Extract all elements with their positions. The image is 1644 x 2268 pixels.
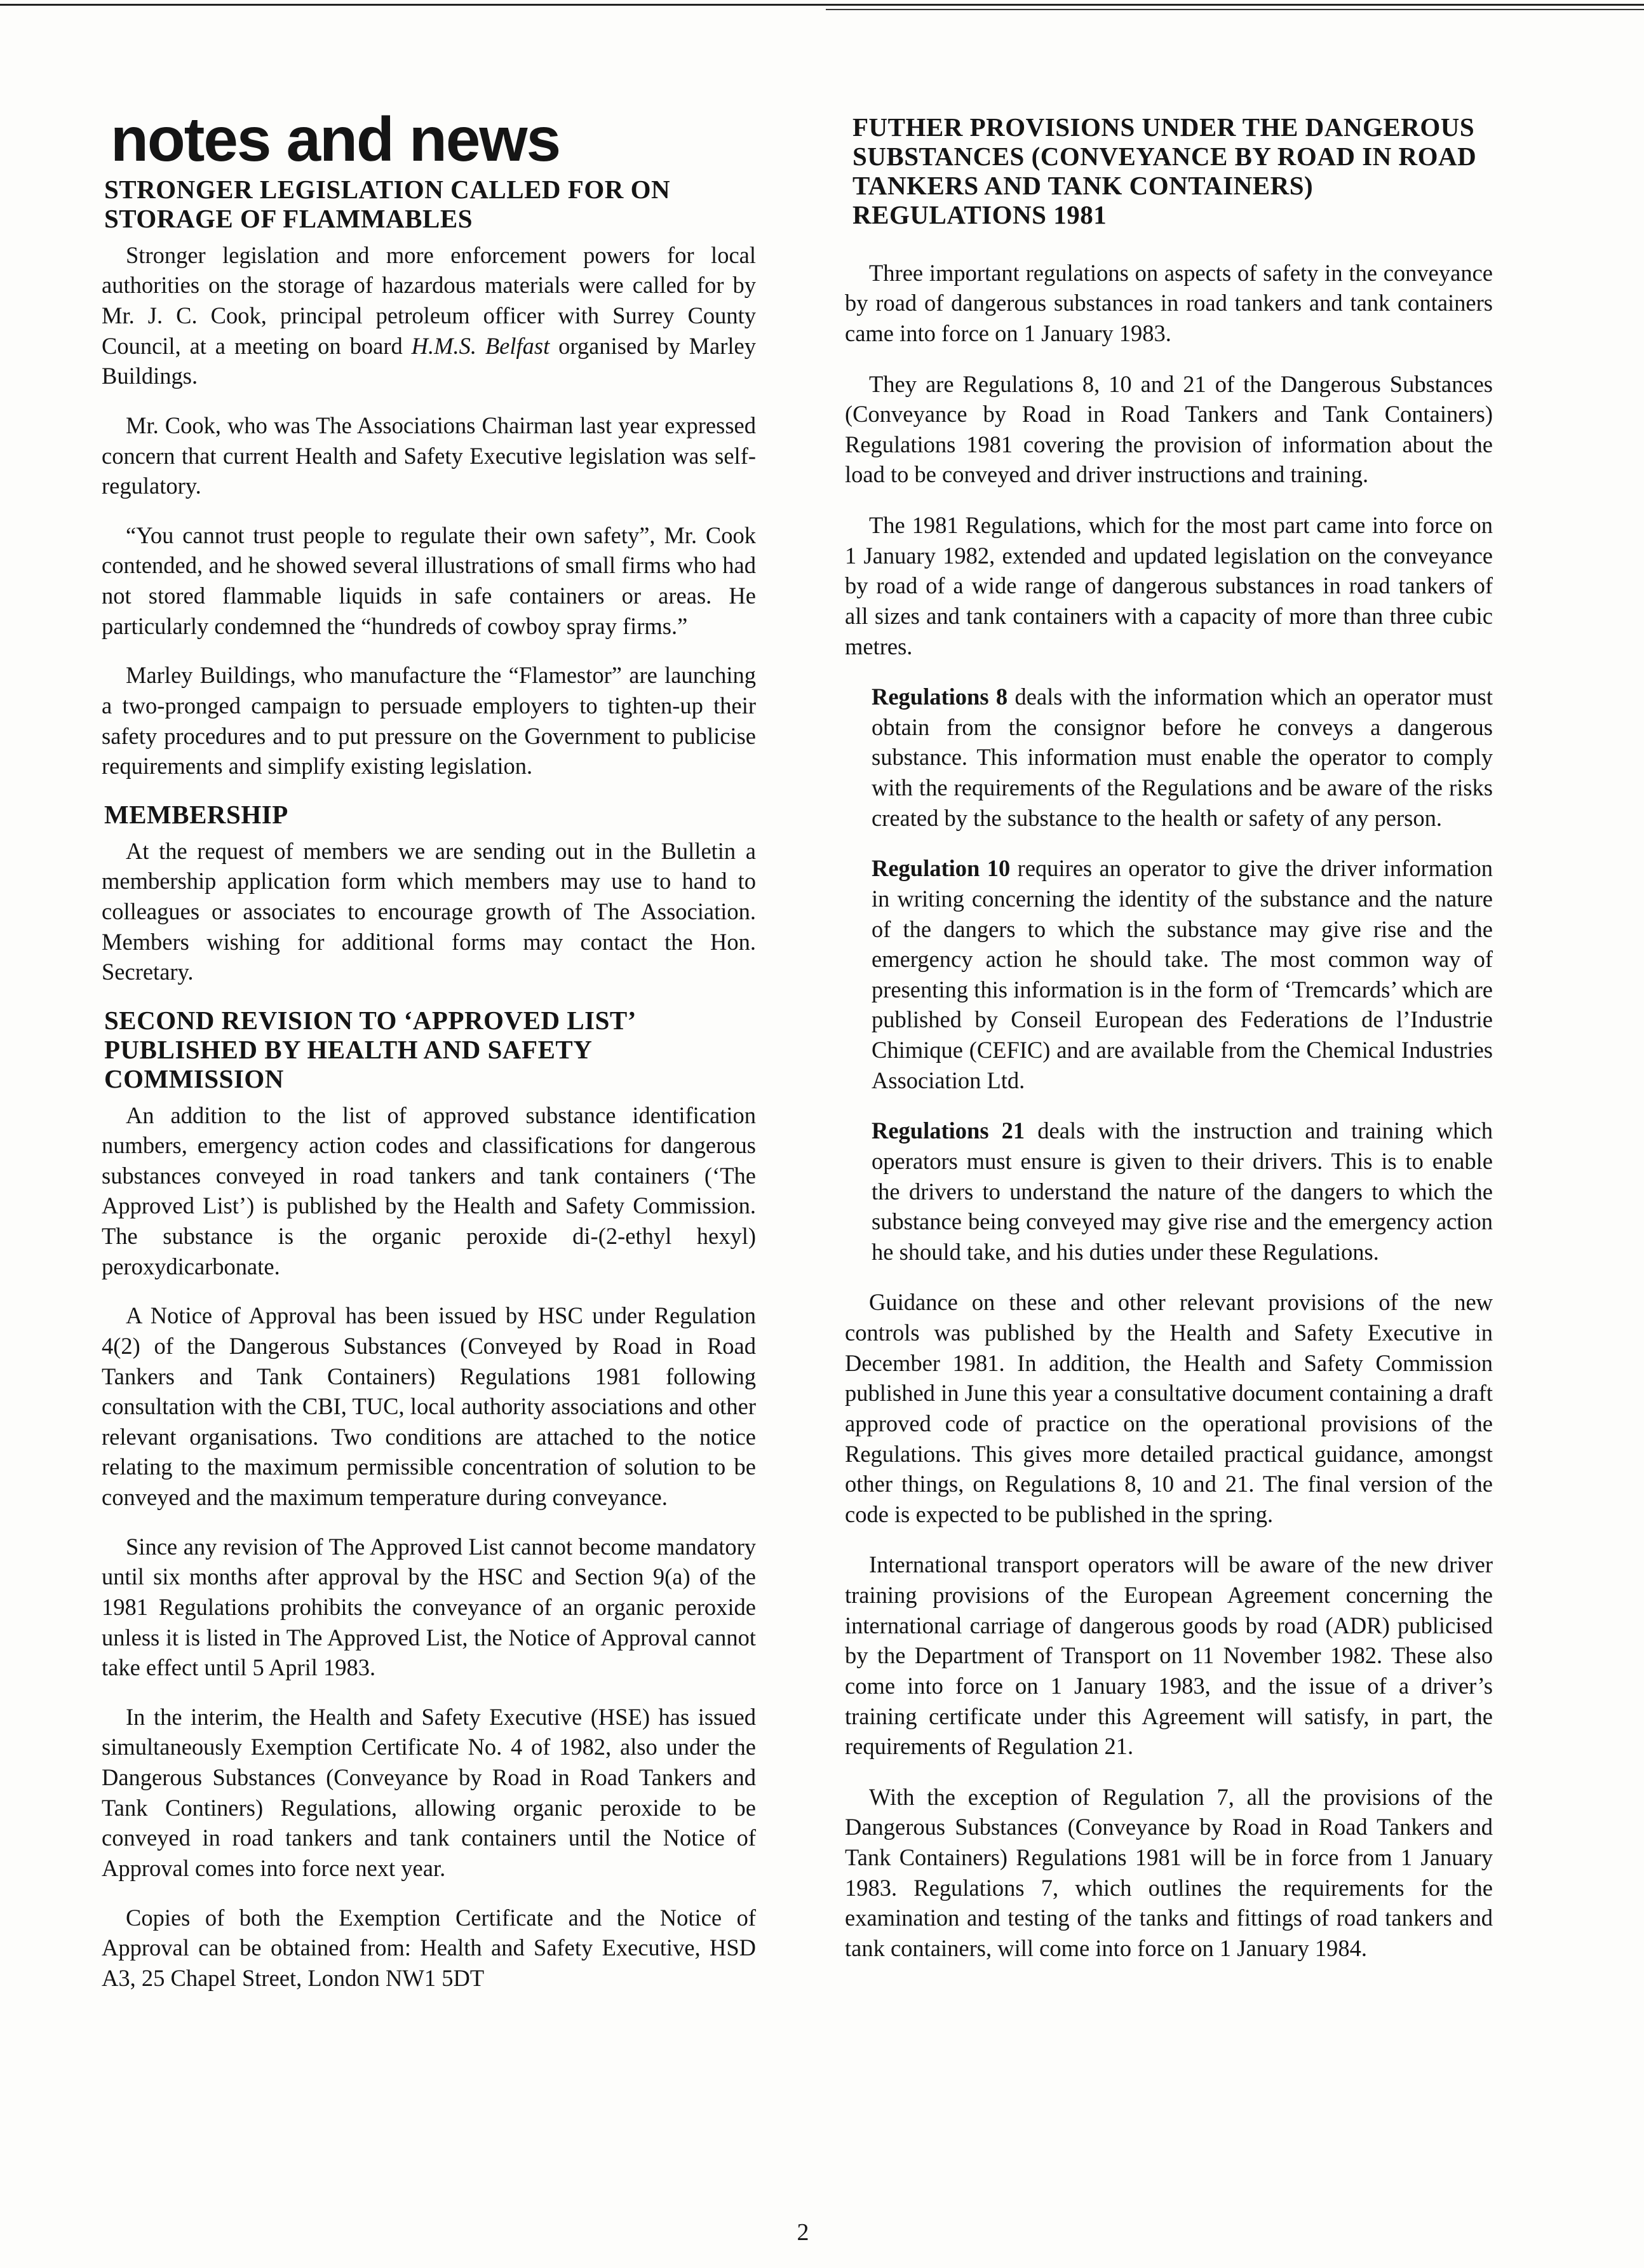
top-rule-secondary bbox=[826, 9, 1644, 10]
heading-further-provisions: FUTHER PROVISIONS UNDER THE DANGEROUS SUBSTANCES (CONVEYANCE BY ROAD IN ROAD TANKERS AND TANK CONTAINERS) REGULATIONS 1981 bbox=[852, 112, 1477, 229]
paragraph: “You cannot trust people to regulate their own safety”, Mr. Cook contended, and he showed several illustrations of small firms who had not stored flammable liquids in safe containers or areas. He particularly condemned the “hundreds of cowboy spray firms.” bbox=[102, 522, 756, 639]
paragraph: Copies of both the Exemption Certificate and the Notice of Approval can be obtained from: Health and Safety Executive, HSD A3, 25 Chapel Street, London NW1 5DT bbox=[102, 1904, 756, 1991]
paragraph: Mr. Cook, who was The Associations Chairman last year expressed concern that current Health and Safety Executive legislation was self-regulatory. bbox=[102, 412, 756, 499]
paragraph: International transport operators will be aware of the new driver training provisions of the European Agreement concerning the international carriage of dangerous goods by road (ADR) publicised by the Department of Transport on 11 November 1982. These also come into force on 1 January 1983, and the issue of a driver’s training certificate under this Agreement will satisfy, in part, the requirements of Regulation 21. bbox=[845, 1551, 1493, 1760]
paragraph: At the request of members we are sending out in the Bulletin a membership application form which members may use to hand to colleagues or associates to encourage growth of The Association. Members wishing for additional forms may contact the Hon. Secretary. bbox=[102, 837, 756, 985]
paragraph: Marley Buildings, who manufacture the “Flamestor” are launching a two-pronged campaign to persuade employers to tighten-up their safety procedures and to put pressure on the Government to publicise requirements and simplify existing legislation. bbox=[102, 662, 756, 780]
regulation-21-paragraph: Regulations 21 deals with the instruction and training which operators must ensure is given to their drivers. This is to enable the drivers to understand the nature of the dangers to which the substance being conveyed may give rise and the emergency action he should take, and his duties under these Regulations. bbox=[872, 1117, 1493, 1265]
paragraph: With the exception of Regulation 7, all the provisions of the Dangerous Substances (Conveyance by Road in Road Tankers and Tank Containers) Regulations 1981 will be in force from 1 January 1983. Regulations 7, which outlines the requirements for the examination and testing of the tanks and fittings of road tankers and tank containers, will come into force on 1 January 1984. bbox=[845, 1783, 1493, 1961]
paragraph: They are Regulations 8, 10 and 21 of the Dangerous Substances (Conveyance by Road in Road Tankers and Tank Containers) Regulations 1981 covering the provision of information about the load to be conveyed and driver instructions and training. bbox=[845, 370, 1493, 488]
masthead-title: notes and news bbox=[111, 104, 560, 174]
left-column bbox=[102, 104, 756, 2012]
paragraph: Stronger legislation and more enforcement powers for local authorities on the storage of hazardous materials were called for by Mr. J. C. Cook, principal petroleum officer with Surrey County Council, at a meeting on board H.M.S. Belfast organised by Marley Buildings. bbox=[102, 241, 756, 389]
paragraph: The 1981 Regulations, which for the most part came into force on 1 January 1982, extended and updated legislation on the conveyance by road of a wide range of dangerous substances in road tankers of all sizes and tank containers with a capacity of more than three cubic metres. bbox=[845, 512, 1493, 659]
heading-membership: MEMBERSHIP bbox=[104, 799, 288, 829]
right-column bbox=[845, 113, 1493, 1984]
top-rule bbox=[0, 4, 1644, 6]
paragraph: A Notice of Approval has been issued by HSC under Regulation 4(2) of the Dangerous Substances (Conveyed by Road in Road Tankers and Tank Containers) Regulations 1981 following consultation with the CBI, TUC, local authority associations and other relevant organisations. Two conditions are attached to the notice relating to the maximum permissible concentration of solution to be conveyed and the maximum temperature during conveyance. bbox=[102, 1302, 756, 1511]
page-number: 2 bbox=[797, 2219, 809, 2246]
heading-approved-list: SECOND REVISION TO ‘APPROVED LIST’ PUBLISHED BY HEALTH AND SAFETY COMMISSION bbox=[104, 1005, 635, 1093]
heading-flammables: STRONGER LEGISLATION CALLED FOR ON STORAGE OF FLAMMABLES bbox=[104, 175, 671, 233]
paragraph: An addition to the list of approved substance identification numbers, emergency action codes and classifications for dangerous substances conveyed in road tankers and tank containers (‘The Approved List’) is published by the Health and Safety Commission. The substance is the organic peroxide di-(2-ethyl hexyl) peroxydicarbonate. bbox=[102, 1102, 756, 1279]
paragraph: Guidance on these and other relevant provisions of the new controls was published by the Health and Safety Executive in December 1981. In addition, the Health and Safety Commission published in June this year a consultative document containing a draft approved code of practice on the operational provisions of the Regulations. This gives more detailed practical guidance, amongst other things, on Regulations 8, 10 and 21. The final version of the code is expected to be published in the spring. bbox=[845, 1289, 1493, 1527]
paragraph: In the interim, the Health and Safety Executive (HSE) has issued simultaneously Exemption Certificate No. 4 of 1982, also under the Dangerous Substances (Conveyance by Road in Road Tankers and Tank Continers) Regulations, allowing organic peroxide to be conveyed in road tankers and tank containers until the Notice of Approval comes into force next year. bbox=[102, 1703, 756, 1881]
regulation-10-paragraph: Regulation 10 requires an operator to give the driver information in writing concerning the identity of the substance and the nature of the dangers to which the substance may give rise and the emergency action he should take. The most common way of presenting this information is in the form of ‘Tremcards’ which are published by Conseil European des Federations de l’Industrie Chimique (CEFIC) and are available from the Chemical Industries Association Ltd. bbox=[872, 855, 1493, 1093]
paragraph: Three important regulations on aspects of safety in the conveyance by road of dangerous substances in road tankers and tank containers came into force on 1 January 1983. bbox=[845, 259, 1493, 346]
paragraph: Since any revision of The Approved List cannot become mandatory until six months after approval by the HSC and Section 9(a) of the 1981 Regulations prohibits the conveyance of an organic peroxide unless it is listed in The Approved List, the Notice of Approval cannot take effect until 5 April 1983. bbox=[102, 1533, 756, 1681]
regulation-8-paragraph: Regulations 8 deals with the information which an operator must obtain from the consignor before he conveys a dangerous substance. This information must enable the operator to comply with the requirements of the Regulations and be aware of the risks created by the substance to the health or safety of any person. bbox=[872, 684, 1493, 831]
